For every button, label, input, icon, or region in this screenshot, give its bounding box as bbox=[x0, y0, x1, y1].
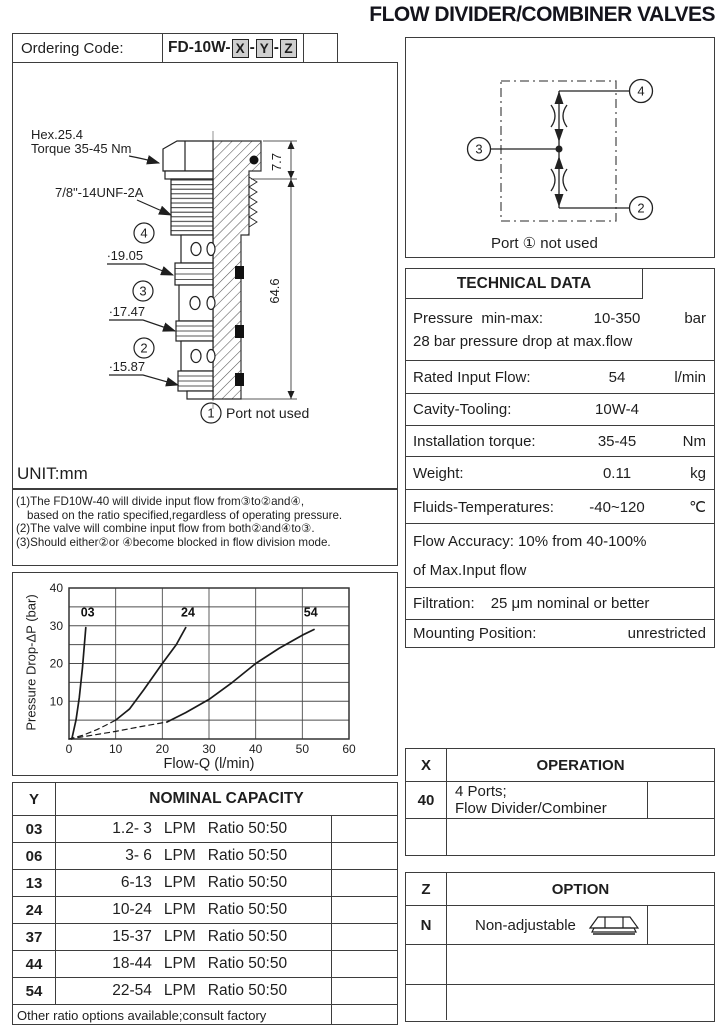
svg-text:24: 24 bbox=[181, 605, 195, 620]
cross-hole bbox=[191, 243, 201, 256]
row-note: of Max.Input flow bbox=[413, 561, 527, 579]
dim-64-6: 64.6 bbox=[267, 278, 282, 304]
pressure-drop-chart bbox=[12, 572, 398, 776]
table-row bbox=[13, 924, 397, 951]
capacity-range: 15-37 bbox=[112, 928, 152, 945]
seal-block bbox=[235, 373, 244, 386]
operation-header bbox=[406, 749, 714, 782]
hex-head bbox=[163, 141, 213, 171]
dia15-leader bbox=[109, 375, 178, 385]
svg-text:50: 50 bbox=[295, 742, 310, 756]
capacity-title: NOMINAL CAPACITY bbox=[149, 790, 304, 807]
row-label: Fluids-Temperatures: bbox=[413, 498, 554, 516]
capacity-code: 44 bbox=[13, 951, 56, 977]
empty-cell bbox=[331, 978, 397, 1004]
capacity-unit: LPM bbox=[163, 847, 196, 864]
capacity-range: 3- 6 bbox=[125, 847, 152, 864]
arrow-up-icon bbox=[555, 156, 564, 169]
dia17-leader bbox=[109, 320, 175, 331]
row-value: unrestricted bbox=[627, 624, 706, 642]
capacity-ratio: Ratio 50:50 bbox=[207, 874, 288, 891]
empty-cell bbox=[647, 782, 714, 818]
hex-leader bbox=[129, 156, 159, 163]
table-row bbox=[406, 394, 714, 426]
cross-hole bbox=[191, 350, 201, 363]
row-label: Cavity-Tooling: bbox=[413, 401, 512, 418]
svg-text:03: 03 bbox=[80, 605, 95, 620]
row-note: 28 bar pressure drop at max.flow bbox=[413, 332, 633, 350]
row-label: Rated Input Flow: bbox=[413, 368, 531, 386]
empty-cell bbox=[447, 945, 714, 984]
ordering-code-value bbox=[163, 34, 304, 62]
row-label: Installation torque: bbox=[413, 432, 536, 450]
cavity-thread-zigzag bbox=[249, 177, 257, 227]
ordering-empty-cell bbox=[304, 34, 337, 62]
hex-nut-icon bbox=[586, 912, 642, 938]
z-code-header: Z bbox=[406, 873, 447, 905]
hydraulic-symbol bbox=[406, 38, 713, 256]
empty-cell bbox=[331, 843, 397, 869]
series-54 bbox=[167, 630, 314, 723]
capacity-unit: LPM bbox=[163, 955, 196, 972]
port-2-number: 2 bbox=[140, 340, 148, 356]
chart-x-axis-label: Flow-Q (l/min) bbox=[163, 756, 255, 772]
arrow-down-icon bbox=[555, 194, 564, 207]
empty-cell bbox=[447, 985, 714, 1020]
table-row bbox=[406, 906, 714, 945]
ordering-code-table bbox=[12, 33, 338, 63]
code-n: N bbox=[406, 906, 447, 944]
hydraulic-symbol-box bbox=[405, 37, 715, 258]
code-separator: - bbox=[273, 39, 279, 56]
seal-block bbox=[235, 266, 244, 279]
empty-cell bbox=[331, 897, 397, 923]
empty-row bbox=[406, 945, 714, 985]
empty-cell bbox=[406, 819, 447, 855]
row-label: Flow Accuracy: 10% from 40-100% bbox=[413, 532, 647, 550]
empty-cell bbox=[447, 819, 714, 855]
option-desc bbox=[447, 906, 647, 944]
orifice-icon bbox=[563, 105, 567, 127]
nose-tip bbox=[187, 391, 213, 399]
ordering-code-label: Ordering Code: bbox=[13, 34, 163, 62]
cross-hole bbox=[207, 297, 215, 310]
row-value: 25 μm nominal or better bbox=[490, 595, 650, 612]
capacity-range: 10-24 bbox=[112, 901, 152, 918]
port-not-used-label: Port not used bbox=[226, 405, 310, 421]
capacity-ratio: Ratio 50:50 bbox=[207, 901, 288, 918]
note-line: (2)The valve will combine input flow from both②and④to③. bbox=[16, 522, 315, 536]
empty-cell bbox=[331, 1005, 397, 1025]
capacity-footer-row bbox=[13, 1005, 397, 1025]
capacity-header bbox=[13, 783, 397, 816]
ordering-prefix: FD-10W- bbox=[168, 39, 231, 56]
orifice-icon bbox=[551, 105, 555, 127]
capacity-ratio: Ratio 50:50 bbox=[207, 955, 288, 972]
cross-hole bbox=[207, 243, 215, 256]
row-unit: bar bbox=[684, 309, 706, 327]
capacity-code: 03 bbox=[13, 816, 56, 842]
notes-box bbox=[12, 489, 398, 566]
svg-text:20: 20 bbox=[155, 742, 170, 756]
thread-leader bbox=[137, 200, 171, 215]
svg-text:30: 30 bbox=[49, 618, 63, 633]
capacity-unit: LPM bbox=[163, 928, 196, 945]
row-label: Weight: bbox=[413, 464, 464, 482]
unit-label: UNIT:mm bbox=[17, 464, 88, 483]
capacity-code: 24 bbox=[13, 897, 56, 923]
capacity-range: 6-13 bbox=[120, 874, 152, 891]
page-title: FLOW DIVIDER/COMBINER VALVES bbox=[369, 3, 715, 26]
svg-text:10: 10 bbox=[108, 742, 123, 756]
dia-17-label: ∙17.47 bbox=[109, 304, 146, 319]
row-value: 10-350 bbox=[593, 309, 641, 327]
orifice-icon bbox=[563, 169, 567, 191]
option-label: Non-adjustable bbox=[475, 916, 576, 934]
operation-title: OPERATION bbox=[536, 756, 625, 774]
svg-text:30: 30 bbox=[202, 742, 216, 756]
empty-cell bbox=[331, 816, 397, 842]
row-value: -40~120 bbox=[589, 498, 645, 516]
port-4-number: 4 bbox=[140, 225, 148, 241]
option-header bbox=[406, 873, 714, 906]
thread-zone bbox=[171, 179, 213, 235]
empty-cell bbox=[406, 985, 447, 1020]
capacity-unit: LPM bbox=[163, 901, 196, 918]
capacity-unit: LPM bbox=[163, 874, 196, 891]
seal-block bbox=[235, 325, 244, 338]
row-value: 54 bbox=[608, 368, 626, 386]
table-row bbox=[13, 951, 397, 978]
technical-data-table bbox=[405, 268, 715, 648]
collar bbox=[165, 171, 213, 179]
chart-plot-area bbox=[13, 573, 396, 774]
empty-cell bbox=[647, 906, 714, 944]
empty-row bbox=[406, 819, 714, 855]
table-row bbox=[406, 426, 714, 457]
series-54-low-range bbox=[69, 722, 167, 739]
note-line: based on the ratio specified,regardless of operating pressure. bbox=[27, 508, 343, 522]
nominal-capacity-table bbox=[12, 782, 398, 1025]
valve-drawing-box bbox=[12, 62, 398, 489]
cross-hole bbox=[190, 297, 200, 310]
row-label: Filtration: bbox=[413, 595, 475, 612]
table-row bbox=[406, 361, 714, 394]
option-title: OPTION bbox=[551, 880, 610, 898]
empty-row bbox=[406, 985, 714, 1020]
table-row bbox=[406, 457, 714, 490]
series-24 bbox=[116, 628, 186, 721]
table-row bbox=[406, 299, 714, 361]
row-unit: ℃ bbox=[689, 498, 706, 516]
port-1-number: 1 bbox=[207, 405, 215, 421]
ordering-code-y: Y bbox=[256, 39, 273, 58]
technical-data-title: TECHNICAL DATA bbox=[406, 269, 643, 299]
hex-label: Hex.25.4 bbox=[31, 127, 84, 142]
table-row bbox=[13, 870, 397, 897]
ordering-code-x: X bbox=[232, 39, 249, 58]
capacity-ratio: Ratio 50:50 bbox=[207, 982, 288, 999]
table-row bbox=[13, 816, 397, 843]
empty-cell bbox=[406, 945, 447, 984]
junction-dot bbox=[556, 146, 563, 153]
note-line: (1)The FD10W-40 will divide input flow from③to②and④, bbox=[16, 495, 305, 508]
capacity-unit: LPM bbox=[163, 982, 196, 999]
empty-cell bbox=[331, 951, 397, 977]
capacity-ratio: Ratio 50:50 bbox=[207, 928, 288, 945]
capacity-unit: LPM bbox=[163, 820, 196, 837]
operation-table bbox=[405, 748, 715, 856]
svg-text:40: 40 bbox=[49, 581, 63, 595]
capacity-footer-note: Other ratio options available;consult factory bbox=[17, 1007, 267, 1023]
table-row bbox=[406, 588, 714, 620]
arrow-down-icon bbox=[555, 129, 564, 142]
dia-15-label: ∙15.87 bbox=[109, 359, 146, 374]
row-unit: l/min bbox=[674, 368, 706, 386]
desc-line: 4 Ports; bbox=[455, 783, 507, 800]
orifice-icon bbox=[551, 169, 555, 191]
code-40: 40 bbox=[406, 782, 447, 818]
empty-cell bbox=[331, 870, 397, 896]
row-label: Pressure min-max: bbox=[413, 309, 544, 327]
desc-line: Flow Divider/Combiner bbox=[455, 800, 607, 817]
row-value: 10W-4 bbox=[595, 401, 639, 418]
row-label: Mounting Position: bbox=[413, 624, 537, 642]
capacity-code: 37 bbox=[13, 924, 56, 950]
symbol-port-3: 3 bbox=[475, 141, 483, 157]
note-line: (3)Should either②or ④become blocked in flow division mode. bbox=[16, 535, 331, 549]
row-value: 35-45 bbox=[597, 432, 637, 450]
table-row bbox=[13, 897, 397, 924]
y-code-header: Y bbox=[13, 783, 56, 815]
table-row bbox=[406, 620, 714, 646]
row-unit: kg bbox=[690, 464, 706, 482]
capacity-code: 13 bbox=[13, 870, 56, 896]
symbol-port-2: 2 bbox=[637, 200, 645, 216]
chart-y-axis-label: Pressure Drop-ΔP (bar) bbox=[23, 594, 39, 731]
cross-hole bbox=[207, 350, 215, 363]
capacity-ratio: Ratio 50:50 bbox=[207, 820, 288, 837]
arrow-up-icon bbox=[555, 91, 564, 104]
row-value: 0.11 bbox=[602, 464, 632, 482]
code-separator: - bbox=[249, 39, 255, 56]
row-unit: Nm bbox=[682, 432, 706, 450]
capacity-range: 1.2- 3 bbox=[112, 820, 152, 837]
table-row bbox=[13, 978, 397, 1005]
empty-cell bbox=[331, 924, 397, 950]
dim-7-7: 7.7 bbox=[269, 152, 284, 172]
svg-text:60: 60 bbox=[342, 742, 356, 756]
operation-desc bbox=[447, 782, 647, 818]
svg-text:40: 40 bbox=[248, 742, 263, 756]
capacity-range: 22-54 bbox=[112, 982, 152, 999]
table-row bbox=[406, 782, 714, 819]
torque-label: Torque 35-45 Nm bbox=[31, 141, 132, 156]
svg-text:20: 20 bbox=[49, 656, 63, 671]
x-code-header: X bbox=[406, 749, 447, 781]
table-row bbox=[13, 843, 397, 870]
ordering-code-z: Z bbox=[280, 39, 297, 58]
capacity-range: 18-44 bbox=[112, 955, 152, 972]
symbol-caption: Port ① not used bbox=[491, 235, 598, 252]
port-3-number: 3 bbox=[139, 283, 147, 299]
option-table bbox=[405, 872, 715, 1022]
thread-label: 7/8"-14UNF-2A bbox=[55, 185, 144, 200]
svg-text:0: 0 bbox=[65, 742, 73, 756]
dia-19-label: ∙19.05 bbox=[107, 248, 144, 263]
symbol-port-4: 4 bbox=[637, 83, 645, 99]
oring-dot bbox=[250, 156, 259, 165]
valve-cross-section-drawing bbox=[13, 63, 396, 463]
dia19-leader bbox=[107, 264, 173, 275]
table-row bbox=[406, 490, 714, 524]
capacity-ratio: Ratio 50:50 bbox=[207, 847, 288, 864]
capacity-code: 54 bbox=[13, 978, 56, 1004]
svg-text:10: 10 bbox=[49, 694, 63, 709]
capacity-code: 06 bbox=[13, 843, 56, 869]
svg-text:54: 54 bbox=[303, 605, 318, 620]
table-row bbox=[406, 524, 714, 588]
